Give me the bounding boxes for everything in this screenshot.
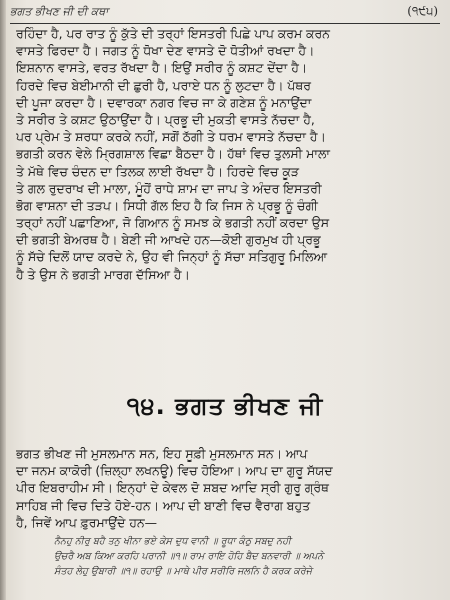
running-title: ਭਗਤ ਭੀਖਣ ਜੀ ਦੀ ਕਥਾ — [10, 5, 109, 18]
text-line: ਭੋਗ ਵਾਸ਼ਨਾ ਦੀ ਤੜਪ। ਸਿਧੀ ਗੱਲ ਇਹ ਹੈ ਕਿ ਜਿਸ ਨੇ ਪ੍ਰਭੂ ਨੂੰ ਚੰਗੀ — [16, 197, 318, 213]
text-line: ਦੀ ਭਗਤੀ ਬੇਅਰਥ ਹੈ। ਬੇਣੀ ਜੀ ਆਖਦੇ ਹਨ—ਕੋਈ ਗੁਰਮੁਖ ਹੀ ਪ੍ਰਭੂ — [16, 232, 321, 248]
section-heading: ੧੪. ਭਗਤ ਭੀਖਣ ਜੀ — [126, 392, 324, 420]
text-line: ਹਿਰਦੇ ਵਿਚ ਬੇਈਮਾਨੀ ਦੀ ਛੁਰੀ ਹੈ, ਪਰਾਏ ਧਨ ਨੂੰ ਲੁਟਦਾ ਹੈ। ਪੱਥਰ — [16, 77, 311, 93]
page-spine-shadow — [0, 0, 6, 600]
verse-line: ਉਚਰੈ ਅਬ ਕਿਆ ਕਰਹਿ ਪਰਾਨੀ ॥੧॥ ਰਾਮ ਰਾਇ ਹੋਹਿ ਬੈਦ ਬਨਵਾਰੀ ॥ ਅਪਨੇ — [54, 551, 324, 562]
running-header — [10, 2, 440, 24]
text-line: ਤਰ੍ਹਾਂ ਨਹੀਂ ਪਛਾਣਿਆ, ਜੋ ਗਿਆਨ ਨੂੰ ਸਮਝ ਕੇ ਭਗਤੀ ਨਹੀਂ ਕਰਦਾ ਉਸ — [16, 215, 329, 231]
text-line: ਹੈ ਤੇ ਉਸ ਨੇ ਭਗਤੀ ਮਾਰਗ ਦੱਸਿਆ ਹੈ। — [16, 266, 190, 282]
text-line: ਵਾਸਤੇ ਫਿਰਦਾ ਹੈ। ਜਗਤ ਨੂੰ ਧੋਖਾ ਦੇਣ ਵਾਸਤੇ ਦੋ ਧੋਤੀਆਂ ਰਖਦਾ ਹੈ। — [16, 43, 315, 59]
verse-quotation — [54, 534, 444, 579]
section-14-paragraph — [16, 445, 441, 531]
verse-line: ਸੰਤਹ ਲੇਹੁ ਉਬਾਰੀ ॥੧॥ ਰਹਾਉ ॥ ਮਾਥੇ ਪੀਰ ਸਰੀਰਿ ਜਲਨਿ ਹੈ ਕਰਕ ਕਰੇਜੇ — [54, 566, 312, 577]
text-line: ਦੀ ਪੂਜਾ ਕਰਦਾ ਹੈ। ਦਵਾਰਕਾ ਨਗਰ ਵਿਚ ਜਾ ਕੇ ਗਣੇਸ਼ ਨੂੰ ਮਨਾਉਂਦਾ — [16, 94, 312, 110]
verse-line: ਨੈਨਹੁ ਨੀਰੁ ਬਹੈ ਤਨੁ ਖੀਨਾ ਭਏ ਕੇਸ ਦੁਧ ਵਾਨੀ ॥ ਰੂਧਾ ਕੰਠੁ ਸਬਦੁ ਨਹੀ — [54, 536, 291, 547]
text-line: ਤੇ ਸਰੀਰ ਤੇ ਕਸ਼ਟ ਉਠਾਉਂਦਾ ਹੈ। ਪ੍ਰਭੂ ਦੀ ਮੁਕਤੀ ਵਾਸਤੇ ਨੱਚਦਾ ਹੈ, — [16, 111, 315, 127]
text-line: ਨੂੰ ਸੱਚੇ ਦਿਲੋਂ ਯਾਦ ਕਰਦੇ ਨੇ, ਉਹ ਵੀ ਜਿਨ੍ਹਾਂ ਨੂੰ ਸੱਚਾ ਸਤਿਗੁਰੂ ਮਿਲਿਆ — [16, 249, 328, 265]
section-13-paragraph — [16, 25, 441, 283]
text-line: ਦਾ ਜਨਮ ਕਾਕੋਰੀ (ਜ਼ਿਲ੍ਹਾ ਲਖਨਊ) ਵਿਚ ਹੋਇਆ। ਆਪ ਦਾ ਗੁਰੂ ਸੱਯਦ — [16, 463, 333, 479]
text-line: ਪੀਰ ਇਬਰਾਹੀਮ ਸੀ। ਇਨ੍ਹਾਂ ਦੇ ਕੇਵਲ ਦੋ ਸ਼ਬਦ ਆਦਿ ਸ੍ਰੀ ਗੁਰੂ ਗ੍ਰੰਥ — [16, 480, 329, 496]
header-rule — [10, 23, 440, 24]
page-number: (੧੯੫) — [407, 4, 438, 18]
text-line: ਇਸ਼ਨਾਨ ਵਾਸਤੇ, ਵਰਤ ਰੱਖਦਾ ਹੈ। ਇਉਂ ਸਰੀਰ ਨੂੰ ਕਸ਼ਟ ਦੇਂਦਾ ਹੈ। — [16, 60, 308, 76]
text-line: ਸਾਹਿਬ ਜੀ ਵਿਚ ਦਿਤੇ ਹੋਏ-ਹਨ। ਆਪ ਦੀ ਬਾਣੀ ਵਿਚ ਵੈਰਾਗ ਬਹੁਤ — [16, 497, 311, 513]
text-line: ਰਹਿੰਦਾ ਹੈ, ਪਰ ਰਾਤ ਨੂੰ ਕੁੱਤੇ ਦੀ ਤਰ੍ਹਾਂ ਇਸਤਰੀ ਪਿਛੇ ਪਾਪ ਕਰਮ ਕਰਨ — [16, 26, 330, 41]
text-line: ਤੇ ਮੱਥੇ ਵਿਚ ਚੰਦਨ ਦਾ ਤਿਲਕ ਲਾਈ ਰੱਖਦਾ ਹੈ। ਹਿਰਦੇ ਵਿਚ ਕੂੜ — [16, 163, 299, 179]
text-line: ਤੇ ਗਲ ਰੁਦਰਾਖ ਦੀ ਮਾਲਾ, ਮੂੰਹੋਂ ਰਾਧੇ ਸ਼ਾਮ ਦਾ ਜਾਪ ਤੇ ਅੰਦਰ ਇਸਤਰੀ — [16, 180, 322, 196]
text-line: ਪਰ ਪ੍ਰੇਮ ਤੇ ਸ਼ਰਧਾ ਕਰਕੇ ਨਹੀਂ, ਸਗੋਂ ਠੱਗੀ ਤੇ ਧਰਮ ਵਾਸਤੇ ਨੱਚਦਾ ਹੈ। — [16, 129, 326, 145]
text-line: ਭਗਤੀ ਕਰਨ ਵੇਲੇ ਮ੍ਰਿਗਸ਼ਾਲ ਵਿਛਾ ਬੈਠਦਾ ਹੈ। ਹੱਥਾਂ ਵਿਚ ਤੁਲਸੀ ਮਾਲਾ — [16, 146, 330, 162]
text-line: ਭਗਤ ਭੀਖਣ ਜੀ ਮੁਸਲਮਾਨ ਸਨ, ਇਹ ਸੂਫ਼ੀ ਮੁਸਲਮਾਨ ਸਨ। ਆਪ — [16, 446, 308, 461]
text-line: ਹੈ, ਜਿਵੇਂ ਆਪ ਫ਼ੁਰਮਾਉਂਦੇ ਹਨ— — [16, 514, 158, 530]
